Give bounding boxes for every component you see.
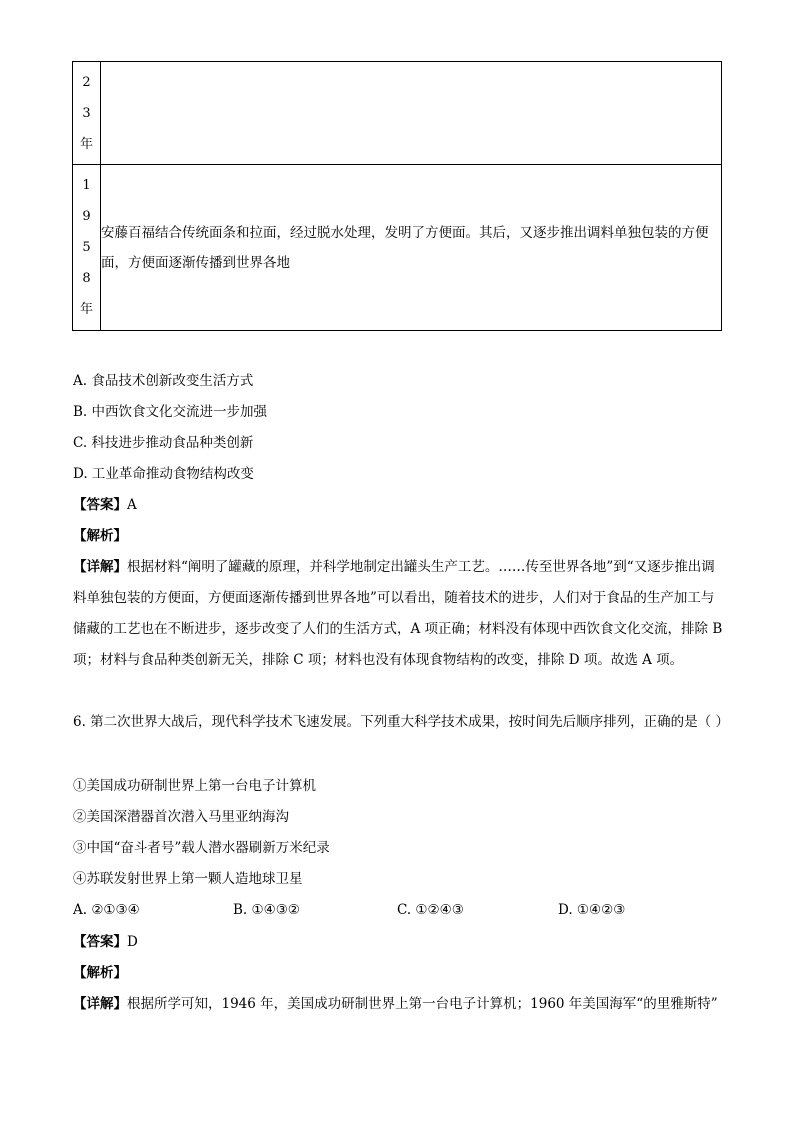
q6-answer (73, 932, 138, 952)
q6-item-4: ④苏联发射世界上第一颗人造地球卫星 (73, 871, 303, 887)
detail-text: 根据所学可知，1946 年，美国成功研制世界上第一台电子计算机；1960 年美国海军“的里雅斯特” (127, 996, 718, 1012)
event-cell: 安藤百福结合传统面条和拉面，经过脱水处理，发明了方便面。其后，又逐步推出调料单独包装的方便面，方便面逐渐传播到世界各地 (101, 165, 722, 331)
detail-tag: 【详解】 (73, 996, 127, 1012)
year-char: 年 (79, 302, 93, 317)
year-char: 2 (82, 74, 91, 90)
q6-option-a: A. ②①③④ (73, 902, 140, 918)
table-row (73, 62, 722, 165)
answer-tag: 【答案】 (73, 497, 127, 513)
q6-item-1: ①美国成功研制世界上第一台电子计算机 (73, 778, 316, 794)
answer-value: D (127, 934, 138, 950)
q6-stem: 6. 第二次世界大战后，现代科学技术飞速发展。下列重大科学技术成果，按时间先后顺序排列，正确的是（ ） (73, 714, 729, 730)
event-cell (101, 62, 722, 165)
q5-option-c: C. 科技进步推动食品种类创新 (73, 435, 254, 451)
answer-value: A (127, 497, 137, 513)
q5-detail (73, 552, 723, 676)
detail-tag: 【详解】 (73, 559, 127, 575)
q6-option-b: B. ①④③② (233, 902, 300, 918)
timeline-table (72, 61, 722, 331)
year-char: 5 (82, 240, 91, 255)
answer-tag: 【答案】 (73, 934, 127, 950)
year-char: 9 (82, 209, 91, 224)
q5-option-b: B. 中西饮食文化交流进一步加强 (73, 404, 268, 420)
table-row (73, 165, 722, 331)
q5-option-a: A. 食品技术创新改变生活方式 (73, 373, 254, 389)
q6-option-c: C. ①②④③ (397, 902, 464, 918)
year-cell (73, 62, 101, 165)
year-char: 3 (82, 105, 91, 121)
q5-answer (73, 495, 137, 515)
q6-item-2: ②美国深潜器首次潜入马里亚纳海沟 (73, 809, 289, 825)
year-cell (73, 165, 101, 331)
q6-detail (73, 989, 723, 1020)
q6-option-d: D. ①④②③ (558, 902, 626, 918)
q6-item-3: ③中国“奋斗者号”载人潜水器刷新万米纪录 (73, 840, 330, 856)
q5-option-d: D. 工业革命推动食物结构改变 (73, 466, 254, 482)
analysis-tag: 【解析】 (73, 965, 127, 981)
year-char: 1 (82, 178, 91, 193)
year-char: 年 (79, 136, 93, 152)
analysis-tag: 【解析】 (73, 528, 127, 544)
year-char: 8 (82, 271, 91, 286)
q6-analysis-heading (73, 963, 127, 983)
detail-text: 根据材料“阐明了罐藏的原理，并科学地制定出罐头生产工艺。……传至世界各地”到“又逐步推出调料单独包装的方便面，方便面逐渐传播到世界各地”可以看出，随着技术的进步，人们对于食品的生产加工与储藏的工艺也在不断进步，逐步改变了人们的生活方式，A 项正确；材料没有体现中西饮食文化交流，排除 B 项；材料与食品种类创新无关，排除 C 项；材料也没有体现食物结构的改变，排除 D 项。故选 A 项。 (73, 559, 723, 668)
q5-analysis-heading (73, 526, 127, 546)
